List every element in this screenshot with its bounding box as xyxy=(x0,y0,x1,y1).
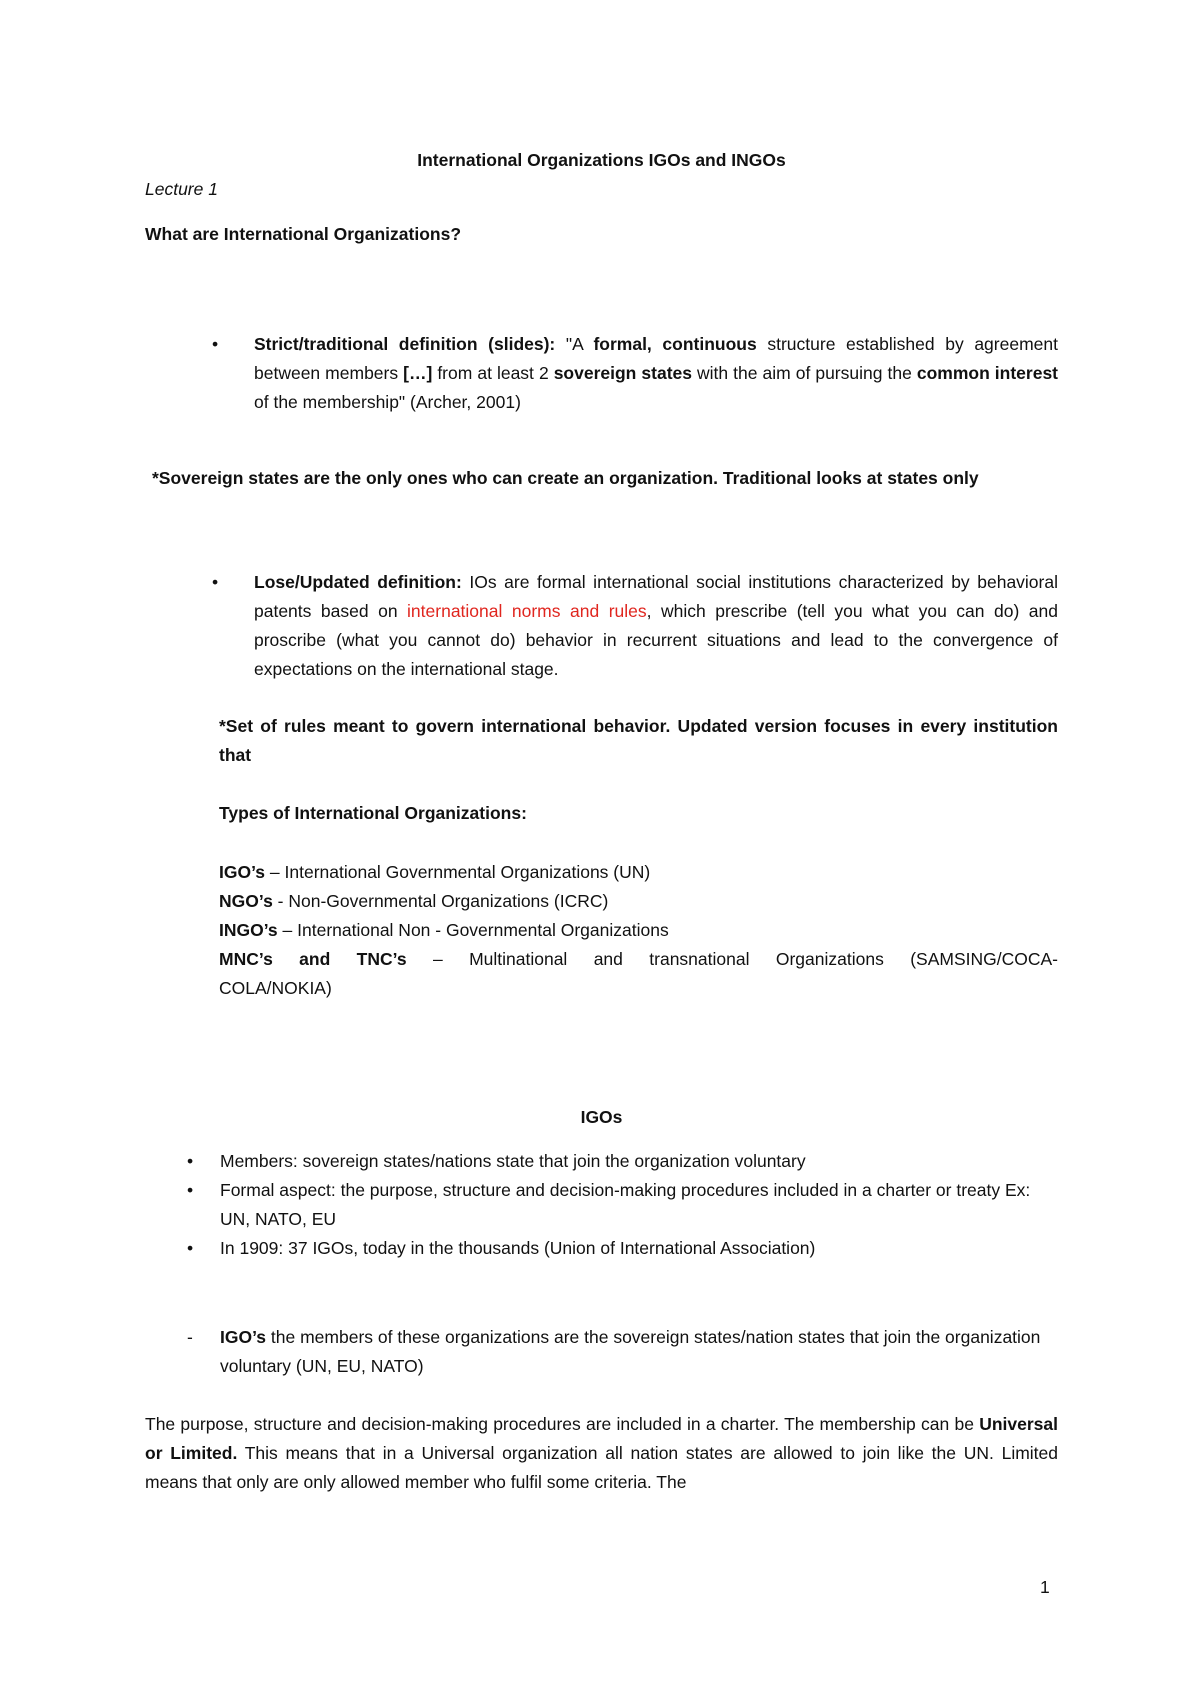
types-list xyxy=(219,858,1058,1003)
lecture-label: Lecture 1 xyxy=(145,179,218,199)
bullet-marker: • xyxy=(187,1151,194,1171)
type-item-mnc-tnc: MNC’s and TNC’s – Multinational and transnational Organizations (SAMSING/COCA-COLA/NOKIA) xyxy=(219,949,1058,998)
igo-bullet-text: Formal aspect: the purpose, structure and decision-making procedures included in a charter or treaty Ex: UN, NATO, EU xyxy=(220,1180,1031,1229)
note-sovereign-states: *Sovereign states are the only ones who can create an organization. Traditional looks at states only xyxy=(152,468,979,488)
bullet-marker: • xyxy=(212,572,219,592)
final-paragraph: The purpose, structure and decision-making procedures are included in a charter. The membership can be Universal or Limited. This means that in a Universal organization all nation states are allowed to join like the UN. Limited means that only are only allowed member who fulfil some criteria. The xyxy=(145,1414,1059,1492)
type-item-igo: IGO’s – International Governmental Organizations (UN) xyxy=(219,862,651,882)
bullet-marker: • xyxy=(187,1180,194,1200)
section-question: What are International Organizations? xyxy=(145,224,462,244)
updated-definition-text: Lose/Updated definition: IOs are formal international social institutions characterized by behavioral patents based on international norms and rules, which prescribe (tell you what you can do) and proscribe (what you cannot do) behavior in recurrent situations and lead to the convergence of expectations on the international stage. xyxy=(254,572,1058,679)
bullet-marker: • xyxy=(212,334,219,354)
note-set-of-rules: *Set of rules meant to govern international behavior. Updated version focuses in every institution that xyxy=(219,716,1058,765)
igo-dash-text: IGO’s the members of these organizations are the sovereign states/nation states that join the organization voluntary (UN, EU, NATO) xyxy=(220,1327,1041,1376)
document-title: International Organizations IGOs and INGOs xyxy=(417,150,786,170)
igos-heading: IGOs xyxy=(580,1107,623,1127)
page-number: 1 xyxy=(1040,1577,1050,1597)
igo-bullet-text: In 1909: 37 IGOs, today in the thousands (Union of International Association) xyxy=(220,1238,816,1258)
bullet-marker: • xyxy=(187,1238,194,1258)
igo-bullet-text: Members: sovereign states/nations state that join the organization voluntary xyxy=(220,1151,806,1171)
highlighted-phrase: international norms and rules xyxy=(407,601,647,621)
type-item-ingo: INGO’s – International Non - Governmental Organizations xyxy=(219,920,669,940)
strict-definition-text: Strict/traditional definition (slides): "A formal, continuous structure established by agreement between members […] from at least 2 sovereign states with the aim of pursuing the common interest of the membership" (Archer, 2001) xyxy=(254,334,1059,412)
dash-marker: - xyxy=(187,1327,193,1347)
type-item-ngo: NGO’s - Non-Governmental Organizations (ICRC) xyxy=(219,891,609,911)
types-heading: Types of International Organizations: xyxy=(219,803,527,823)
